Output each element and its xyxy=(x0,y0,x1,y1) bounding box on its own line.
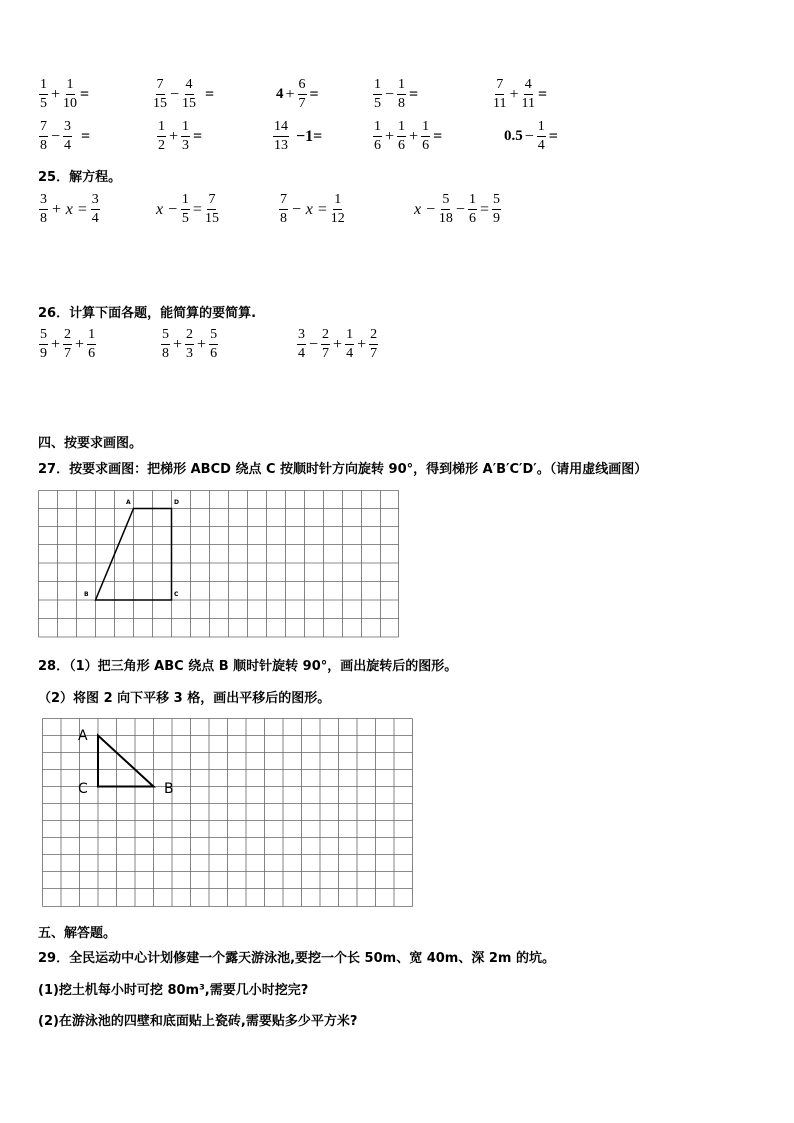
q25-eq3: $\frac{7}{8}$ − x = $\frac{1}{12}$ xyxy=(280,192,345,226)
q26-calc1: $\frac{5}{9}$ + $\frac{2}{7}$ + $\frac{1}{6}$ xyxy=(40,327,96,361)
calc-row2-item2: $\frac{1}{2}$ + $\frac{1}{3}$ = xyxy=(158,119,203,153)
calc-row1-item5: $\frac{7}{11}$ + $\frac{4}{11}$ = xyxy=(493,77,548,111)
q28-line2: （2）将图 2 向下平移 3 格，画出平移后的图形。 xyxy=(38,691,331,706)
label-d: D xyxy=(174,499,179,506)
q27-grid-figure xyxy=(38,490,400,638)
q26-title: 26．计算下面各题，能简算的要简算. xyxy=(38,306,257,321)
q25-title: 25．解方程。 xyxy=(38,170,122,185)
triangle-abc xyxy=(98,736,154,787)
calc-row2-item3: $\frac{14}{13}$ −1= xyxy=(274,119,323,153)
label-a: A xyxy=(126,499,131,506)
q25-eq2: x − $\frac{1}{5}$ = $\frac{7}{15}$ xyxy=(156,192,219,226)
q28-line1: 28．（1）把三角形 ABC 绕点 B 顺时针旋转 90°，画出旋转后的图形。 xyxy=(38,659,458,674)
q29-part1: (1)挖土机每小时可挖 80m³,需要几小时挖完? xyxy=(38,983,309,998)
calc-row1-item2: $\frac{7}{15}$ − $\frac{4}{15}$ = xyxy=(153,77,215,111)
calc-row1-item1: $\frac{1}{5}$ + $\frac{1}{10}$ = xyxy=(40,77,90,111)
q25-eq1: $\frac{3}{8}$ + x = $\frac{3}{4}$ xyxy=(40,192,99,226)
section-5-heading: 五、解答题。 xyxy=(38,926,117,941)
calc-row1-item4: $\frac{1}{5}$ − $\frac{1}{8}$ = xyxy=(374,77,419,111)
calc-row2-item4: $\frac{1}{6}$ + $\frac{1}{6}$ + $\frac{1}{6}$ = xyxy=(374,119,443,153)
q28-grid-figure xyxy=(42,718,414,908)
label-c: C xyxy=(174,591,179,598)
q29-part2: (2)在游泳池的四壁和底面贴上瓷砖,需要贴多少平方米? xyxy=(38,1014,358,1029)
calc-row2-item5: 0.5 − $\frac{1}{4}$ = xyxy=(504,119,558,153)
q25-eq4: x − $\frac{5}{18}$ − $\frac{1}{6}$ = $\frac{5}{9}$ xyxy=(414,192,500,226)
q26-calc3: $\frac{3}{4}$ − $\frac{2}{7}$ + $\frac{1}{4}$ + $\frac{2}{7}$ xyxy=(298,327,378,361)
calc-row2-item1: $\frac{7}{8}$ − $\frac{3}{4}$ = xyxy=(40,119,91,153)
label-b: B xyxy=(164,781,174,797)
label-c: C xyxy=(78,781,88,797)
label-a: A xyxy=(78,728,88,744)
calc-row1-item3: 4 + $\frac{6}{7}$ = xyxy=(276,77,319,111)
section-4-heading: 四、按要求画图。 xyxy=(38,436,143,451)
q26-calc2: $\frac{5}{8}$ + $\frac{2}{3}$ + $\frac{5}{6}$ xyxy=(162,327,218,361)
q29-title: 29．全民运动中心计划修建一个露天游泳池,要挖一个长 50m、宽 40m、深 2m 的坑。 xyxy=(38,951,555,966)
label-b: B xyxy=(84,591,89,598)
q27-title: 27．按要求画图：把梯形 ABCD 绕点 C 按顺时针方向旋转 90°，得到梯形 A′B′C′D′。（请用虚线画图） xyxy=(38,462,648,477)
